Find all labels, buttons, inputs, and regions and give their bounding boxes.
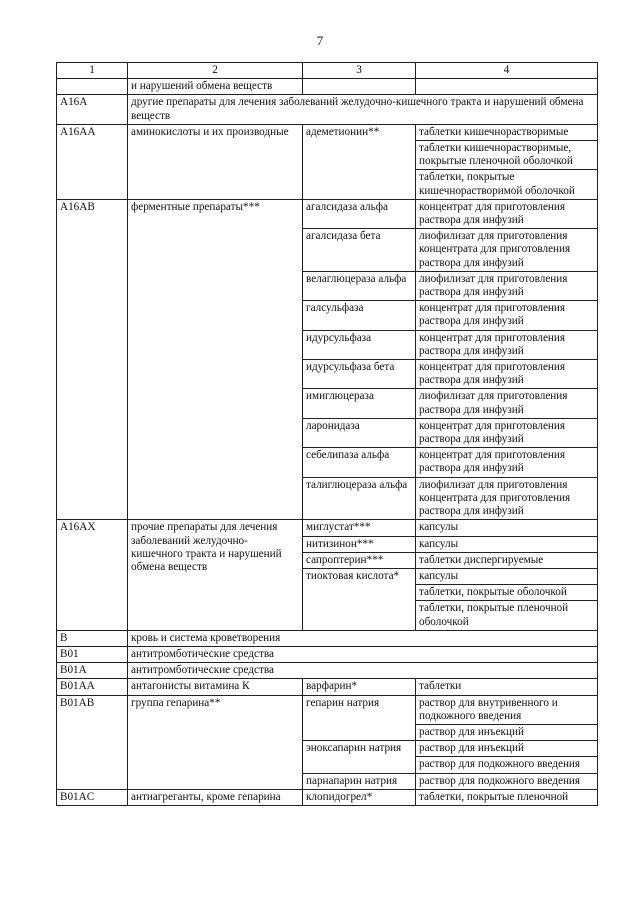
atc-description: прочие препараты для лечения заболеваний желудочно-кишечного тракта и нарушений обмена веществ	[128, 520, 303, 630]
dosage-form: раствор для инъекций	[416, 724, 598, 740]
drug-name: клопидогрел*	[303, 789, 416, 805]
dosage-form: таблетки кишечнорастворимые	[416, 124, 598, 140]
drug-name: идурсульфаза	[303, 330, 416, 359]
dosage-form: раствор для подкожного введения	[416, 757, 598, 773]
atc-description: кровь и система кроветворения	[128, 630, 598, 646]
table-header-row	[57, 63, 598, 79]
dosage-form: раствор для внутривенного и подкожного введения	[416, 695, 598, 724]
drug-name: себелипаза альфа	[303, 448, 416, 477]
drug-name: идурсульфаза бета	[303, 360, 416, 389]
table-row	[57, 630, 598, 646]
atc-description: антитромботические средства	[128, 663, 598, 679]
atc-code: A16AB	[57, 199, 128, 519]
atc-description: и нарушений обмена веществ	[128, 79, 303, 95]
drug-name: имиглюцераза	[303, 389, 416, 418]
table-row	[57, 695, 598, 724]
dosage-form: капсулы	[416, 520, 598, 536]
table-row	[57, 679, 598, 695]
atc-code	[57, 79, 128, 95]
drug-name: адеметионин**	[303, 124, 416, 199]
table-row	[57, 663, 598, 679]
dosage-form: раствор для инъекций	[416, 741, 598, 757]
dosage-form: таблетки	[416, 679, 598, 695]
dosage-form: таблетки, покрытые оболочкой	[416, 585, 598, 601]
column-header-1: 1	[57, 63, 128, 79]
dosage-form: раствор для подкожного введения	[416, 773, 598, 789]
drug-name: миглустат***	[303, 520, 416, 536]
atc-code: A16AX	[57, 520, 128, 630]
drug-name: ларонидаза	[303, 418, 416, 447]
drug-name: варфарин*	[303, 679, 416, 695]
table-row	[57, 646, 598, 662]
dosage-form: концентрат для приготовления раствора для инфузий	[416, 199, 598, 228]
atc-description: аминокислоты и их производные	[128, 124, 303, 199]
table-row	[57, 79, 598, 95]
dosage-form: концентрат для приготовления раствора для инфузий	[416, 301, 598, 330]
atc-code: B01	[57, 646, 128, 662]
table-row	[57, 95, 598, 124]
drug-name: агалсидаза бета	[303, 229, 416, 272]
table-row	[57, 124, 598, 140]
dosage-form: лиофилизат для приготовления раствора для инфузий	[416, 389, 598, 418]
table-row	[57, 199, 598, 228]
dosage-form: концентрат для приготовления раствора для инфузий	[416, 360, 598, 389]
dosage-form: концентрат для приготовления раствора для инфузий	[416, 418, 598, 447]
dosage-form: концентрат для приготовления раствора для инфузий	[416, 330, 598, 359]
dosage-form: капсулы	[416, 536, 598, 552]
dosage-form: лиофилизат для приготовления концентрата для приготовления раствора для инфузий	[416, 229, 598, 272]
atc-description: антиагреганты, кроме гепарина	[128, 789, 303, 805]
column-header-2: 2	[128, 63, 303, 79]
drug-name	[303, 79, 416, 95]
atc-description: другие препараты для лечения заболеваний желудочно-кишечного тракта и нарушений обмена веществ	[128, 95, 598, 124]
drug-name: сапроптерин***	[303, 552, 416, 568]
dosage-form: таблетки, покрытые кишечнорастворимой оболочкой	[416, 170, 598, 199]
atc-code: B01AC	[57, 789, 128, 805]
atc-code: B01A	[57, 663, 128, 679]
dosage-form: таблетки, покрытые пленочной оболочкой	[416, 601, 598, 630]
column-header-3: 3	[303, 63, 416, 79]
atc-code: B	[57, 630, 128, 646]
drug-name: гепарин натрия	[303, 695, 416, 741]
drug-name: тиоктовая кислота*	[303, 568, 416, 630]
drug-name: парнапарин натрия	[303, 773, 416, 789]
atc-description: группа гепарина**	[128, 695, 303, 789]
atc-code: B01AB	[57, 695, 128, 789]
drug-name: велаглюцераза альфа	[303, 271, 416, 300]
drug-name: эноксапарин натрия	[303, 741, 416, 773]
atc-code: A16A	[57, 95, 128, 124]
page-number: 7	[316, 33, 324, 48]
drug-name: агалсидаза альфа	[303, 199, 416, 228]
dosage-form: таблетки кишечнорастворимые, покрытые пленочной оболочкой	[416, 141, 598, 170]
dosage-form: таблетки диспергируемые	[416, 552, 598, 568]
drug-name: талиглюцераза альфа	[303, 477, 416, 520]
atc-description: антагонисты витамина К	[128, 679, 303, 695]
dosage-form: таблетки, покрытые пленочной	[416, 789, 598, 805]
atc-code: A16AA	[57, 124, 128, 199]
column-header-4: 4	[416, 63, 598, 79]
drug-name: галсульфаза	[303, 301, 416, 330]
atc-code: B01AA	[57, 679, 128, 695]
dosage-form	[416, 79, 598, 95]
table-row	[57, 789, 598, 805]
drug-table	[56, 62, 598, 806]
dosage-form: капсулы	[416, 568, 598, 584]
dosage-form: концентрат для приготовления раствора для инфузий	[416, 448, 598, 477]
drug-name: нитизинон***	[303, 536, 416, 552]
table-row	[57, 520, 598, 536]
dosage-form: лиофилизат для приготовления концентрата для приготовления раствора для инфузий	[416, 477, 598, 520]
atc-description: ферментные препараты***	[128, 199, 303, 519]
atc-description: антитромботические средства	[128, 646, 598, 662]
dosage-form: лиофилизат для приготовления раствора для инфузий	[416, 271, 598, 300]
